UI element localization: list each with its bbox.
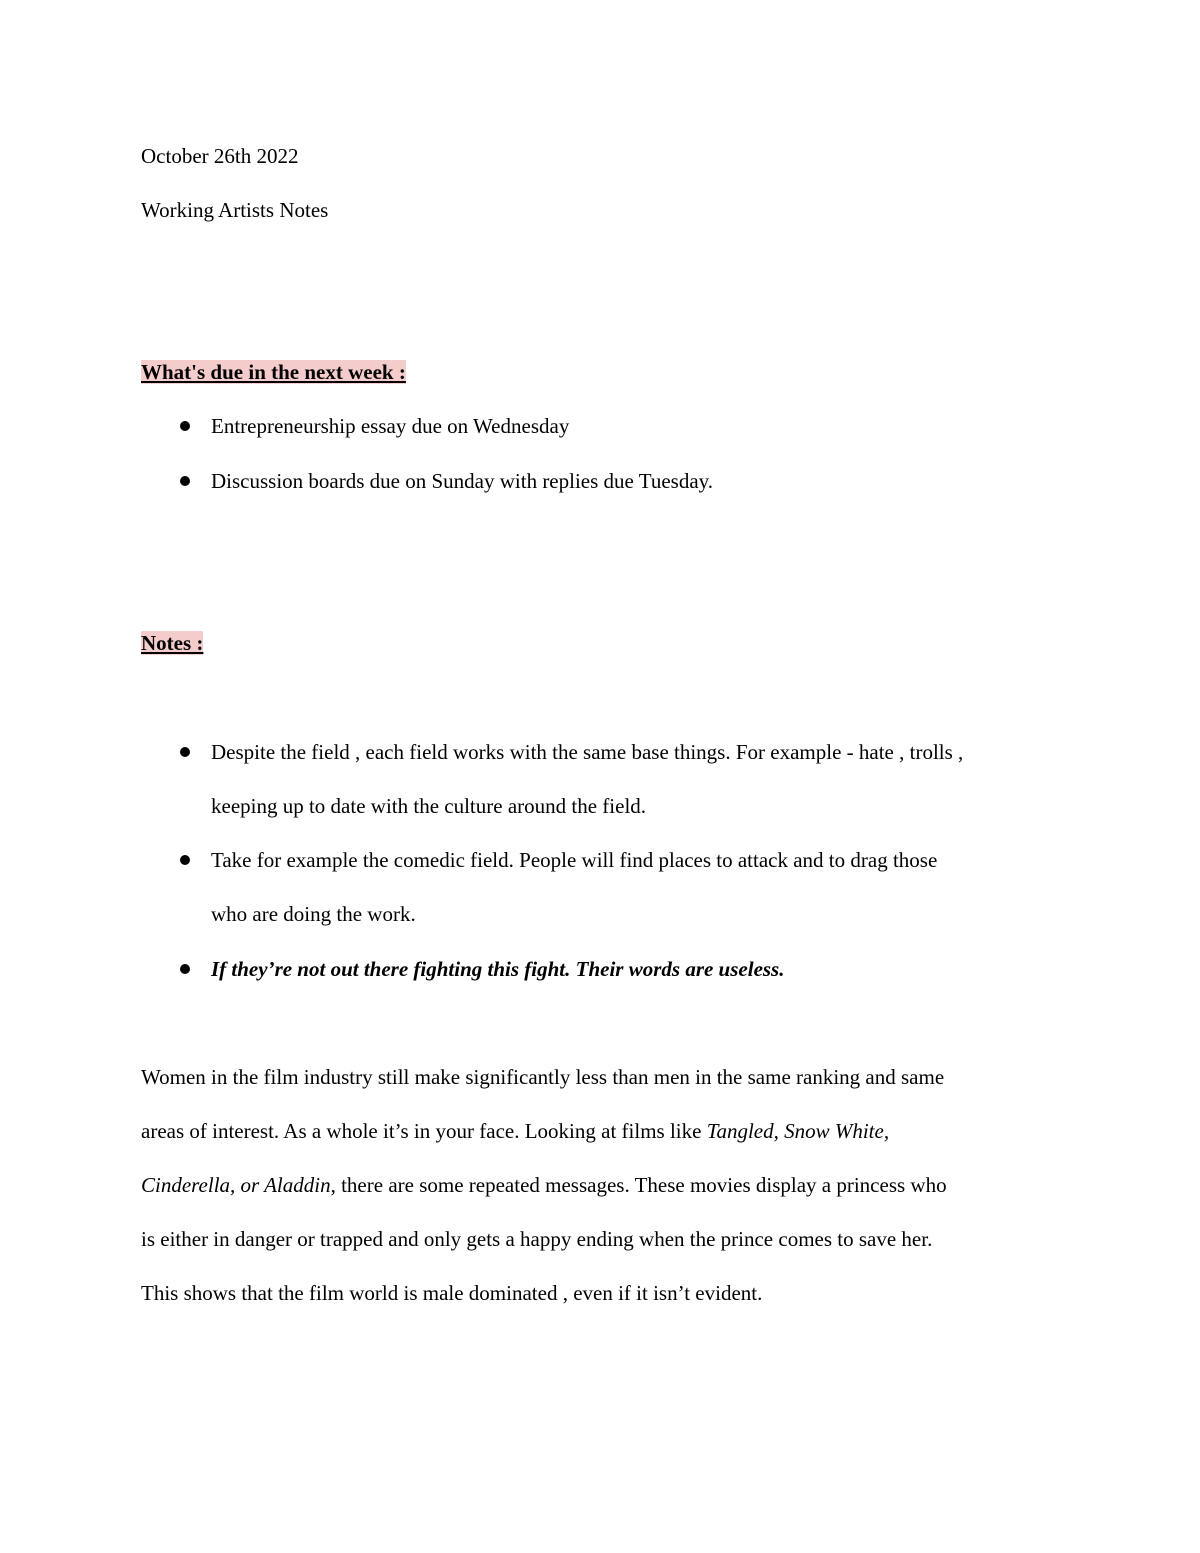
notes-item-line: Take for example the comedic field. People will find places to attack and to drag those	[211, 848, 938, 872]
notes-section-heading	[141, 629, 203, 657]
document-title: Working Artists Notes	[141, 198, 329, 222]
paragraph-line	[141, 1117, 889, 1145]
film-titles: Tangled, Snow White,	[706, 1119, 890, 1143]
paragraph-line: is either in danger or trapped and only gets a happy ending when the prince comes to save her.	[141, 1227, 933, 1251]
paragraph-text: , there are some repeated messages. These movies display a princess who	[330, 1173, 947, 1197]
paragraph-text: areas of interest. As a whole it’s in your face. Looking at films like	[141, 1119, 707, 1143]
film-titles: Cinderella, or Aladdin	[141, 1173, 331, 1197]
due-item-text: Discussion boards due on Sunday with replies due Tuesday.	[211, 469, 714, 493]
paragraph-line: Women in the film industry still make significantly less than men in the same ranking and same	[141, 1065, 945, 1089]
due-section-heading	[141, 358, 406, 386]
bullet-icon	[180, 476, 190, 486]
bullet-icon	[180, 855, 190, 865]
due-item-text: Entrepreneurship essay due on Wednesday	[211, 414, 570, 438]
notes-heading-text: Notes :	[141, 631, 204, 655]
notes-item-line: who are doing the work.	[211, 902, 416, 926]
document-date: October 26th 2022	[141, 144, 299, 168]
notes-item-emphasis: If they’re not out there fighting this fight. Their words are useless.	[211, 957, 785, 981]
paragraph-line: This shows that the film world is male dominated , even if it isn’t evident.	[141, 1281, 763, 1305]
paragraph-line	[141, 1171, 947, 1199]
bullet-icon	[180, 421, 190, 431]
due-heading-text: What's due in the next week :	[141, 360, 406, 384]
bullet-icon	[180, 747, 190, 757]
notes-item-line: Despite the field , each field works with the same base things. For example - hate , trolls ,	[211, 740, 964, 764]
notes-item-line: keeping up to date with the culture around the field.	[211, 794, 647, 818]
bullet-icon	[180, 964, 190, 974]
